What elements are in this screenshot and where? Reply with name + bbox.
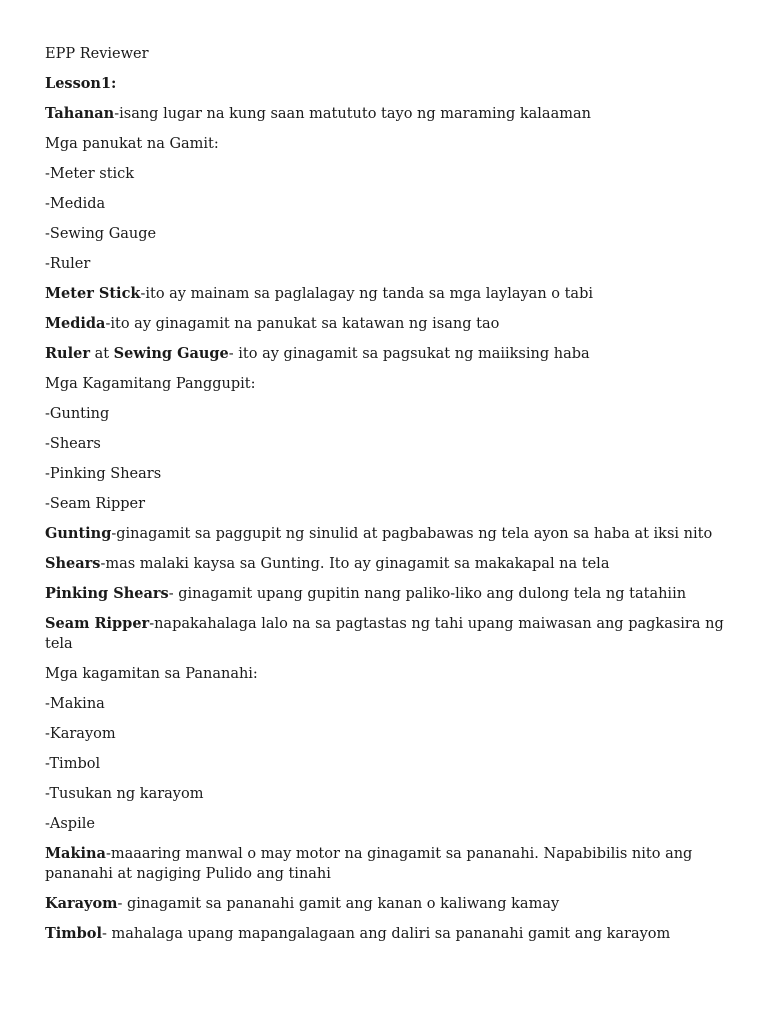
list-item: -Sewing Gauge xyxy=(45,226,157,242)
term: Ruler xyxy=(45,345,90,362)
definition-gunting xyxy=(45,524,725,544)
document-page xyxy=(45,44,725,954)
list-item: -Tusukan ng karayom xyxy=(45,786,204,802)
term: Pinking Shears xyxy=(45,585,169,602)
list-item: -Ruler xyxy=(45,256,91,272)
definition: -ito ay ginagamit na panukat sa katawan ng isang tao xyxy=(105,316,500,332)
definition: -mas malaki kaysa sa Gunting. Ito ay ginagamit sa makakapal na tela xyxy=(100,556,610,572)
list-item: -Medida xyxy=(45,196,106,212)
list-item: -Meter stick xyxy=(45,166,135,182)
definition-meter-stick xyxy=(45,284,725,304)
list-item: -Seam Ripper xyxy=(45,496,146,512)
list-item: -Pinking Shears xyxy=(45,466,162,482)
definition-karayom xyxy=(45,894,725,914)
definition: -ginagamit sa paggupit ng sinulid at pagbabawas ng tela ayon sa haba at iksi nito xyxy=(111,526,713,542)
term: Medida xyxy=(45,315,106,332)
section-heading-panggupit: Mga Kagamitang Panggupit: xyxy=(45,376,256,392)
definition-makina xyxy=(45,844,725,884)
term: Sewing Gauge xyxy=(113,345,229,362)
definition: -isang lugar na kung saan matututo tayo ng maraming kalaaman xyxy=(114,106,591,122)
definition: -napakahalaga lalo na sa pagtastas ng tahi upang maiwasan ang pagkasira ng tela xyxy=(45,616,724,652)
definition-timbol xyxy=(45,924,725,944)
definition: -ito ay mainam sa paglalagay ng tanda sa mga laylayan o tabi xyxy=(140,286,593,302)
list-item: -Gunting xyxy=(45,406,110,422)
list-item: -Shears xyxy=(45,436,101,452)
term: Seam Ripper xyxy=(45,615,150,632)
definition-medida xyxy=(45,314,725,334)
definition-tahanan xyxy=(45,104,725,124)
definition: - mahalaga upang mapangalagaan ang daliri sa pananahi gamit ang karayom xyxy=(101,926,671,942)
definition: - ginagamit upang gupitin nang paliko-liko ang dulong tela ng tatahiin xyxy=(168,586,687,602)
term: Meter Stick xyxy=(45,285,141,302)
document-title: EPP Reviewer xyxy=(45,46,149,62)
term: Gunting xyxy=(45,525,112,542)
list-item: -Karayom xyxy=(45,726,116,742)
definition: - ginagamit sa pananahi gamit ang kanan o kaliwang kamay xyxy=(117,896,560,912)
definition-ruler-sewing-gauge: Ruler at Sewing Gauge- ito ay ginagamit sa pagsukat ng maiiksing haba xyxy=(45,345,590,362)
term: Karayom xyxy=(45,895,118,912)
definition-seam-ripper xyxy=(45,614,725,654)
term: Timbol xyxy=(45,925,102,942)
definition: -maaaring manwal o may motor na ginagamit sa pananahi. Napabibilis nito ang pananahi at nagiging Pulido ang tinahi xyxy=(45,846,693,882)
list-item: -Makina xyxy=(45,696,105,712)
list-item: -Aspile xyxy=(45,816,95,832)
term: Tahanan xyxy=(45,105,115,122)
definition-shears xyxy=(45,554,725,574)
definition: - ito ay ginagamit sa pagsukat ng maiiksing haba xyxy=(228,346,590,362)
lesson-heading: Lesson1: xyxy=(45,75,117,92)
definition-pinking-shears xyxy=(45,584,725,604)
section-heading-pananahi: Mga kagamitan sa Pananahi: xyxy=(45,666,258,682)
term: Shears xyxy=(45,555,101,572)
term: Makina xyxy=(45,845,106,862)
list-item: -Timbol xyxy=(45,756,101,772)
section-heading-panukat: Mga panukat na Gamit: xyxy=(45,136,219,152)
